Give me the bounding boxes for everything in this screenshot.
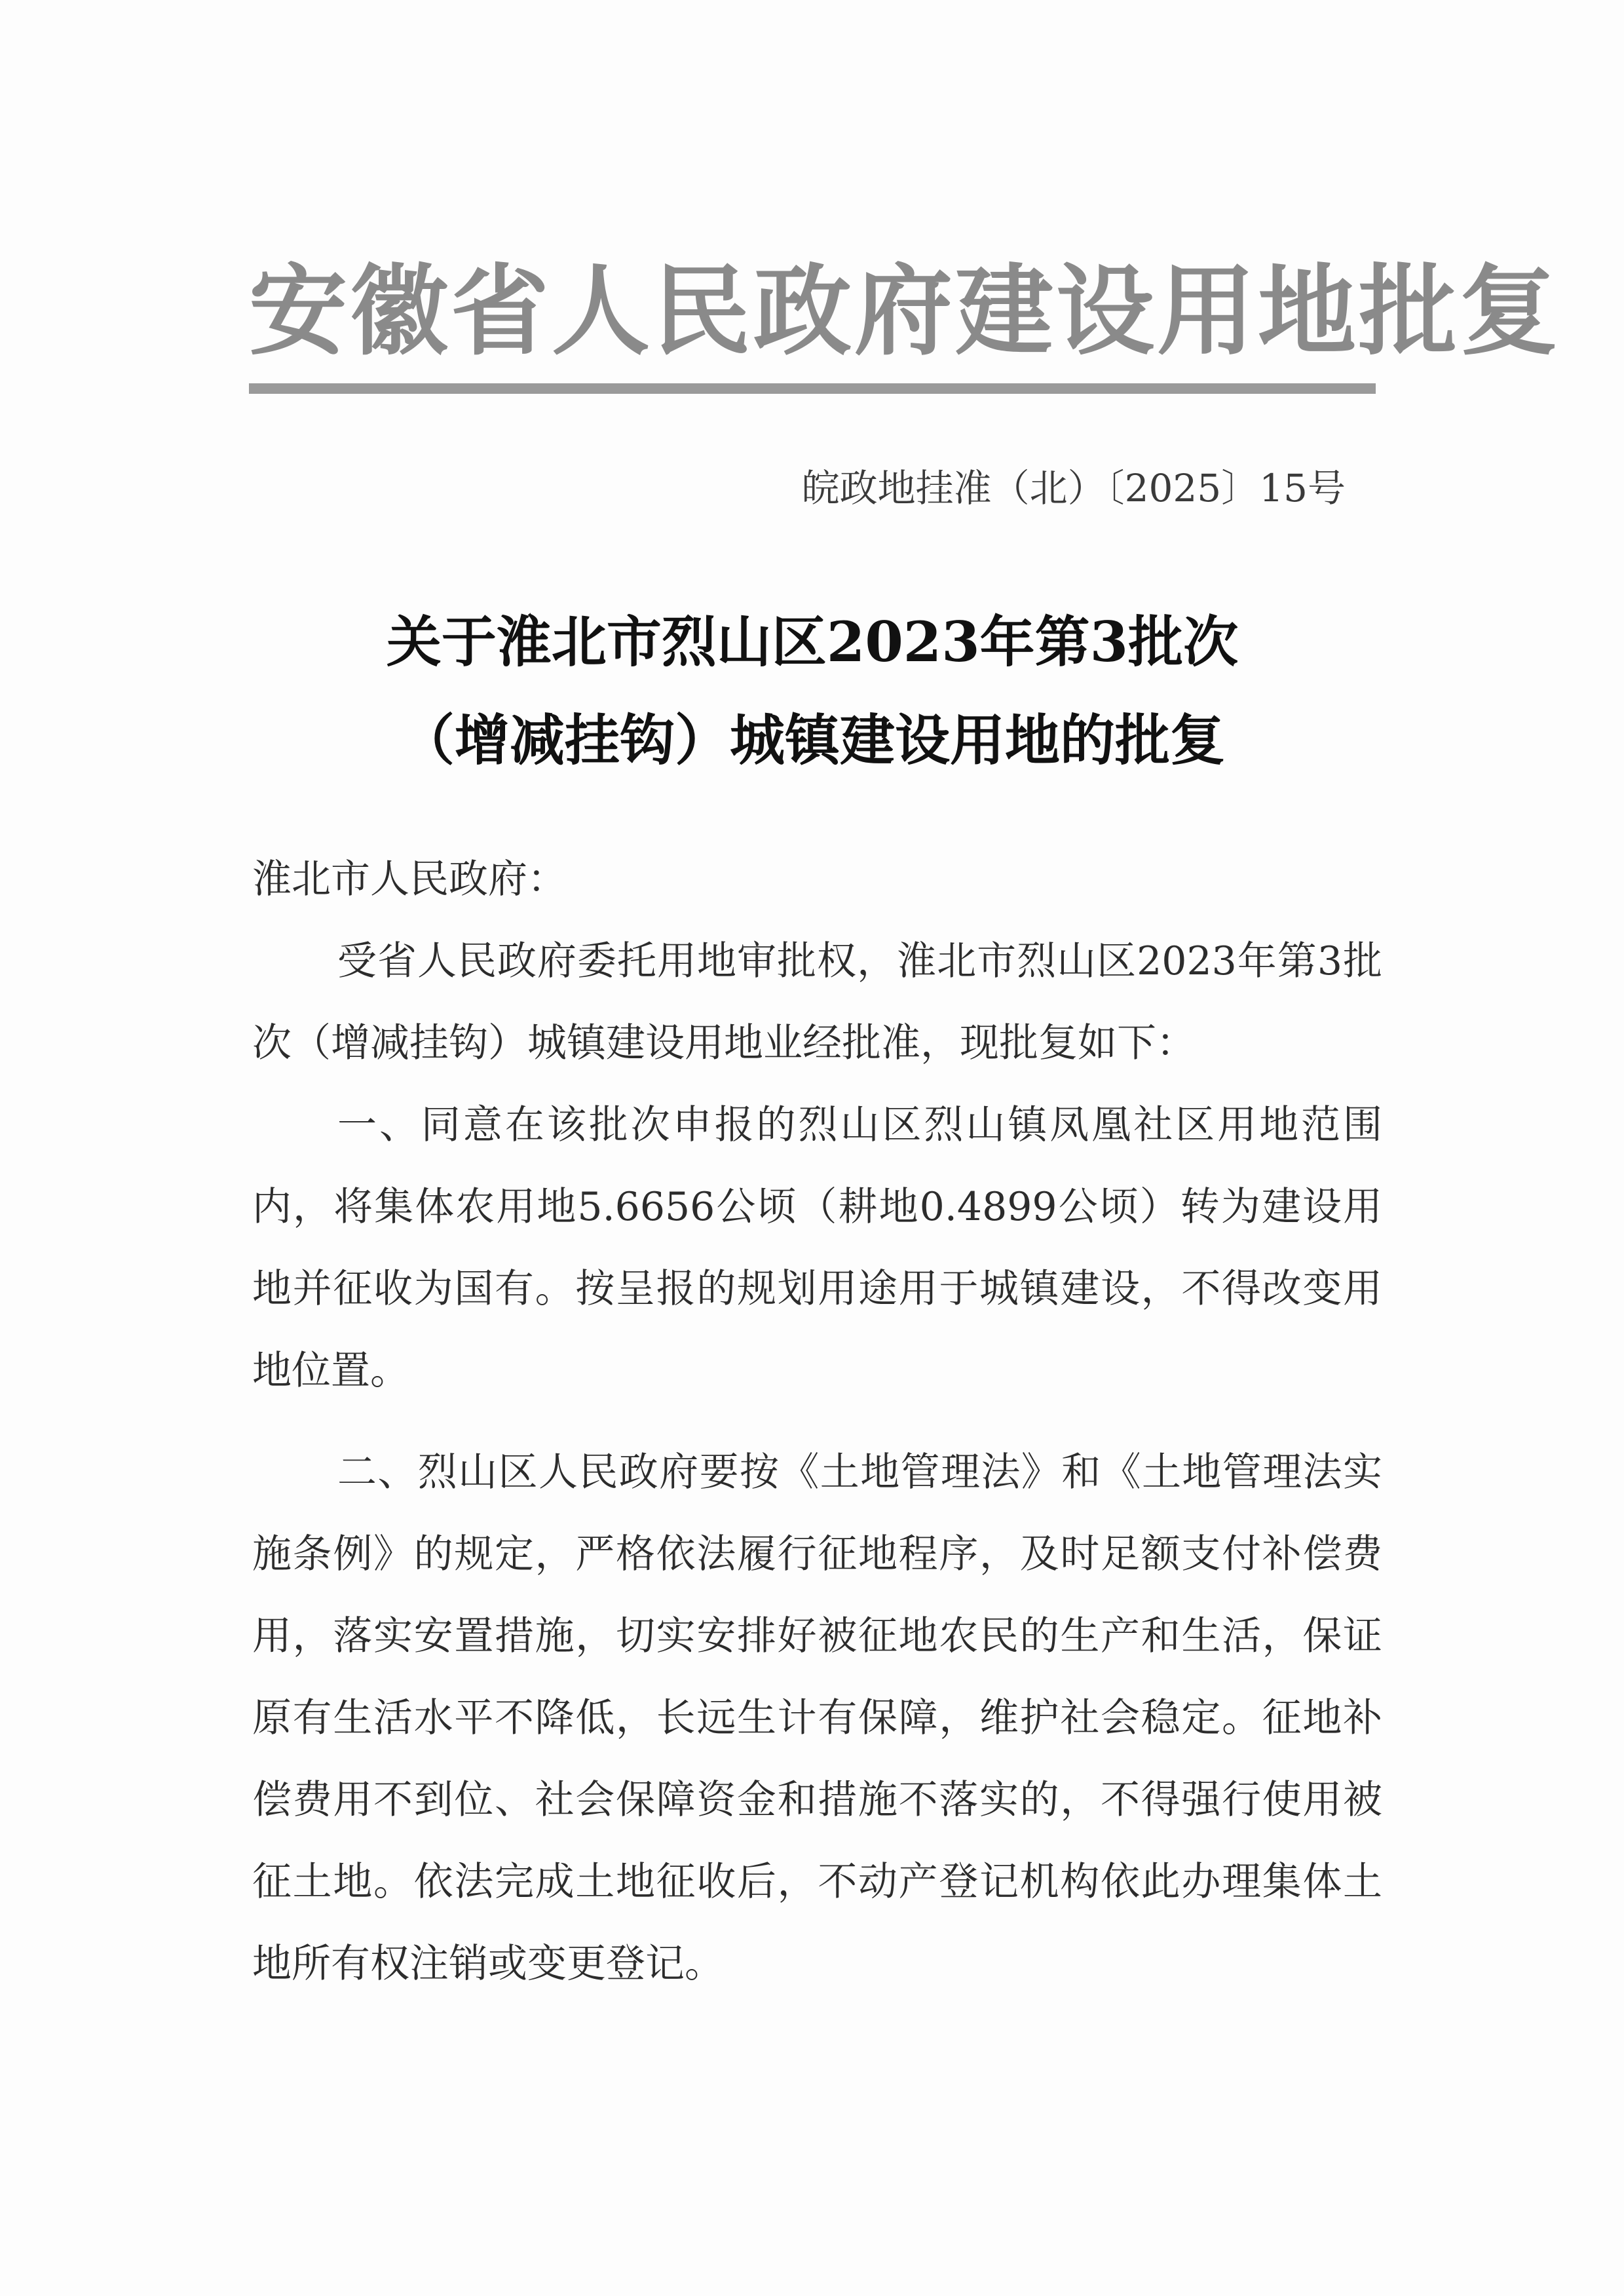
masthead-title: 安徽省人民政府建设用地批复 (249, 254, 1561, 369)
paragraph-item-1: 一、同意在该批次申报的烈山区烈山镇凤凰社区用地范围内，将集体农用地5.6656公顷（耕地0.4899公顷）转为建设用地并征收为国有。按呈报的规划用途用于城镇建设，不得改变用地位置。 (252, 1102, 1382, 1394)
document-body (252, 839, 1382, 2005)
title-line-1: 关于淮北市烈山区2023年第3批次 (386, 609, 1239, 674)
salutation: 淮北市人民政府： (252, 856, 567, 902)
title-line-2: （增减挂钩）城镇建设用地的批复 (399, 708, 1225, 773)
paragraph-intro: 受省人民政府委托用地审批权，淮北市烈山区2023年第3批次（增减挂钩）城镇建设用地业经批准，现批复如下： (252, 938, 1382, 1066)
paragraph-item-2: 二、烈山区人民政府要按《土地管理法》和《土地管理法实施条例》的规定，严格依法履行征地程序，及时足额支付补偿费用，落实安置措施，切实安排好被征地农民的生产和生活，保证原有生活水平不降低，长远生计有保障，维护社会稳定。征地补偿费用不到位、社会保障资金和措施不落实的，不得强行使用被征土地。依法完成土地征收后，不动产登记机构依此办理集体土地所有权注销或变更登记。 (252, 1449, 1382, 1987)
masthead-rule (249, 383, 1376, 394)
document-title (249, 593, 1376, 790)
document-number: 皖政地挂准（北）〔2025〕15号 (801, 466, 1346, 510)
